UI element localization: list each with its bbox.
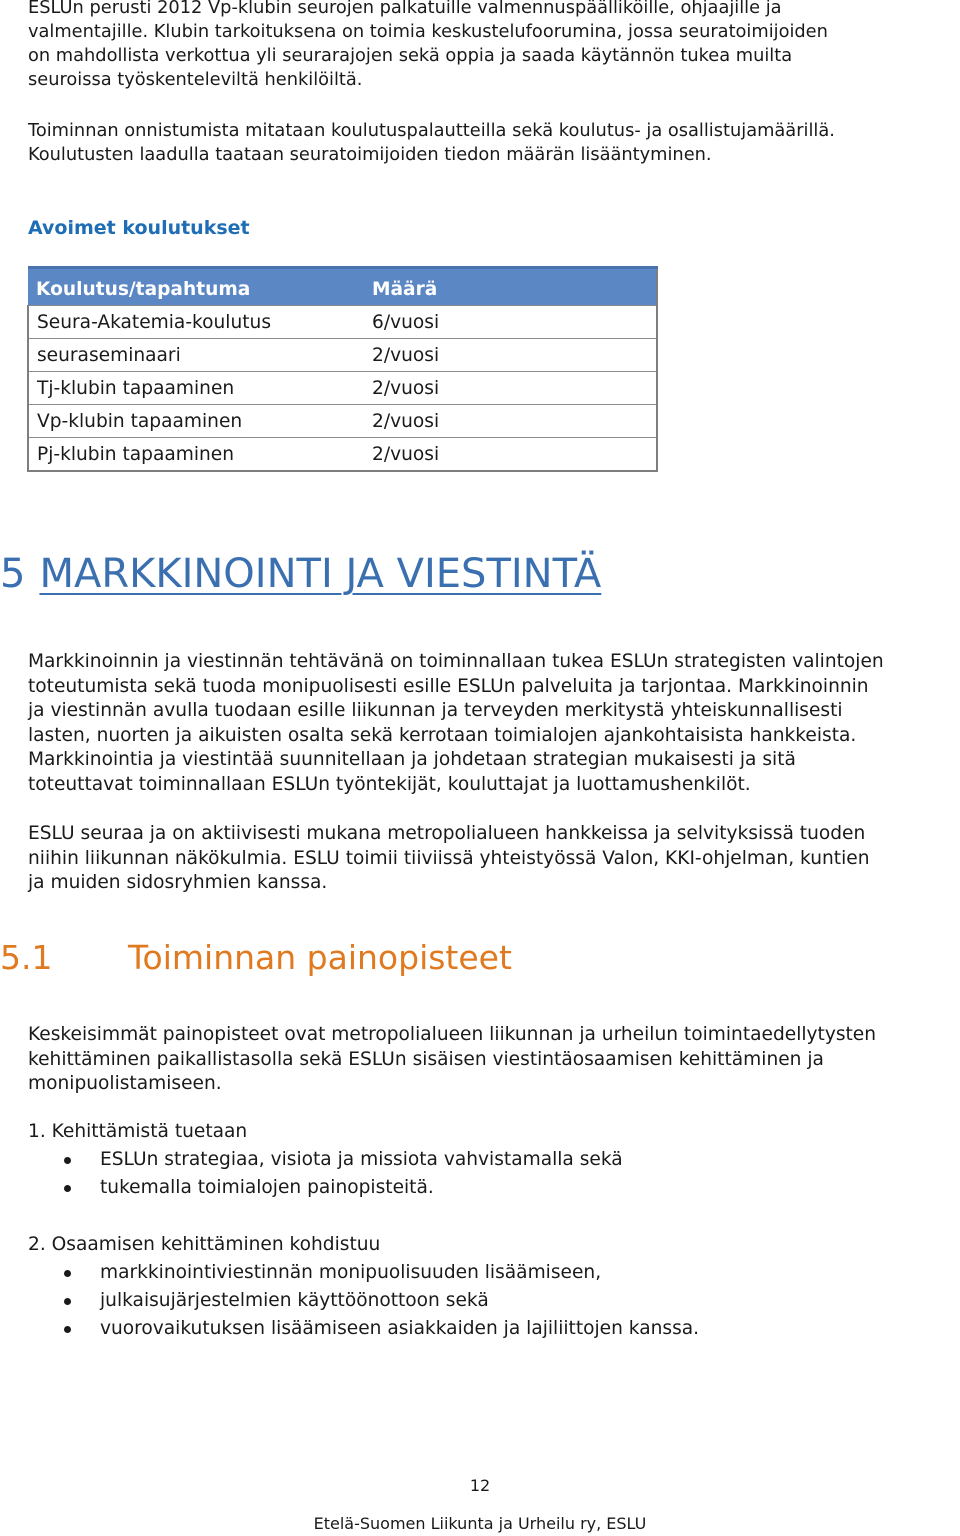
- course-name: Pj-klubin tapaaminen: [28, 438, 364, 472]
- column-header-course: Koulutus/tapahtuma: [28, 268, 364, 306]
- table-row: [28, 438, 657, 472]
- intro-paragraph: ESLUn perusti 2012 Vp-klubin seurojen palkatuille valmennuspäälliköille, ohjaajille ja valmentajille. Klubin tarkoituksena on toimia keskustelufoorumina, jossa seuratoimijoiden on mahdollista verkottua yli seurarajojen sekä oppia ja saada käytännön tukea muilta seuroissa työskenteleviltä henkilöiltä.: [28, 0, 828, 90]
- bullet-icon: [64, 1298, 71, 1305]
- table-row: [28, 339, 657, 372]
- list-2-heading: 2. Osaamisen kehittäminen kohdistuu: [28, 1234, 381, 1255]
- table-row: [28, 372, 657, 405]
- section-5-title: MARKKINOINTI JA VIESTINTÄ: [39, 551, 602, 597]
- measurement-paragraph: Toiminnan onnistumista mitataan koulutuspalautteilla sekä koulutus- ja osallistujamäärillä. Koulutusten laadulla taataan seuratoimijoiden tiedon määrän lisääntyminen.: [28, 120, 835, 165]
- section-5-1-paragraph: Keskeisimmät painopisteet ovat metropolialueen liikunnan ja urheilun toimintaedellytysten kehittäminen paikallistasolla sekä ESLUn sisäisen viestintäosaamisen kehittäminen ja monipuolistamiseen.: [28, 1024, 877, 1094]
- page-number: 12: [469, 1476, 491, 1495]
- list-item-text: tukemalla toimialojen painopisteitä.: [100, 1177, 434, 1198]
- list-1: [28, 1146, 623, 1202]
- course-amount: 2/vuosi: [364, 438, 657, 472]
- section-5-1-title: Toiminnan painopisteet: [128, 938, 512, 977]
- list-item: [28, 1259, 699, 1287]
- list-1-heading: 1. Kehittämistä tuetaan: [28, 1121, 248, 1142]
- open-courses-heading: Avoimet koulutukset: [28, 217, 250, 239]
- section-5-number: 5: [0, 551, 26, 597]
- list-item: [28, 1146, 623, 1174]
- section-5-paragraph-1: Markkinoinnin ja viestinnän tehtävänä on toiminnallaan tukea ESLUn strategisten valintojen toteutumista sekä tuoda monipuolisesti esille ESLUn palveluita ja tarjontaa. Markkinoinnin ja viestinnän avulla tuodaan esille liikunnan ja terveyden merkitystä yhteiskunnallisesti lasten, nuorten ja aikuisten osalta sekä kerrotaan toimialojen ajankohtaisista hankkeista. Markkinointia ja viestintää suunnitellaan ja johdetaan strategian mukaisesti ja sitä toteuttavat toiminnallaan ESLUn työntekijät, kouluttajat ja luottamushenkilöt.: [28, 651, 884, 795]
- bullet-icon: [64, 1157, 71, 1164]
- course-name: Tj-klubin tapaaminen: [28, 372, 364, 405]
- bullet-icon: [64, 1185, 71, 1192]
- course-amount: 2/vuosi: [364, 405, 657, 438]
- course-amount: 2/vuosi: [364, 339, 657, 372]
- course-amount: 2/vuosi: [364, 372, 657, 405]
- list-item: [28, 1174, 623, 1202]
- section-5-paragraph-2: ESLU seuraa ja on aktiivisesti mukana metropolialueen hankkeissa ja selvityksissä tuoden niihin liikunnan näkökulmia. ESLU toimii tiiviissä yhteistyössä Valon, KKI-ohjelman, kuntien ja muiden sidosryhmien kanssa.: [28, 823, 870, 893]
- list-item: [28, 1287, 699, 1315]
- column-header-amount: Määrä: [364, 268, 657, 306]
- list-item-text: vuorovaikutuksen lisäämiseen asiakkaiden ja lajiliittojen kanssa.: [100, 1318, 700, 1339]
- course-name: Vp-klubin tapaaminen: [28, 405, 364, 438]
- course-amount: 6/vuosi: [364, 306, 657, 339]
- table-row: [28, 405, 657, 438]
- section-5-heading: [0, 551, 601, 597]
- page-footer: Etelä-Suomen Liikunta ja Urheilu ry, ESLU: [313, 1514, 647, 1533]
- course-name: Seura-Akatemia-koulutus: [28, 306, 364, 339]
- section-5-1-number: 5.1: [0, 938, 53, 977]
- list-item: [28, 1315, 699, 1343]
- list-item-text: ESLUn strategiaa, visiota ja missiota vahvistamalla sekä: [100, 1149, 623, 1170]
- courses-table: [27, 266, 658, 472]
- list-item-text: markkinointiviestinnän monipuolisuuden lisäämiseen,: [100, 1262, 602, 1283]
- section-5-1-heading: [0, 938, 512, 977]
- list-item-text: julkaisujärjestelmien käyttöönottoon sekä: [100, 1290, 489, 1311]
- bullet-icon: [64, 1270, 71, 1277]
- table-row: [28, 306, 657, 339]
- list-2: [28, 1259, 699, 1343]
- course-name: seuraseminaari: [28, 339, 364, 372]
- bullet-icon: [64, 1326, 71, 1333]
- table-header-row: [28, 268, 657, 306]
